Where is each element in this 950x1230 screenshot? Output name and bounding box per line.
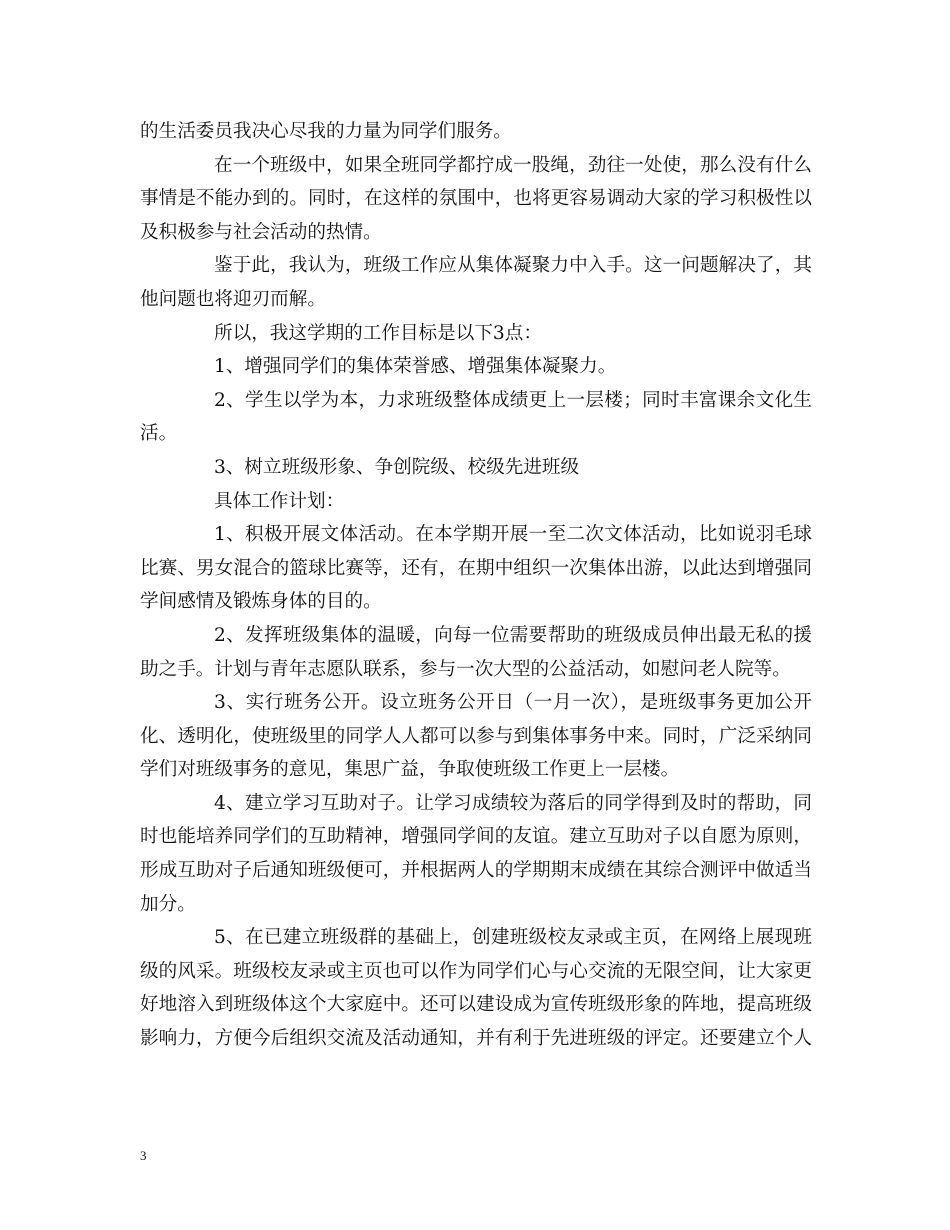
paragraph-13-line-3: 好地溶入到班级体这个大家庭中。还可以建设成为宣传班级形象的阵地，提高班级 bbox=[140, 994, 812, 1016]
paragraph-10-line-1: 2、发挥班级集体的温暖，向每一位需要帮助的班级成员伸出最无私的援 bbox=[214, 624, 812, 646]
paragraph-9-line-3: 学间感情及锻炼身体的目的。 bbox=[140, 591, 382, 613]
paragraph-10-line-2: 助之手。计划与青年志愿队联系，参与一次大型的公益活动，如慰问老人院等。 bbox=[140, 658, 791, 680]
body-text bbox=[140, 115, 812, 1056]
paragraph-13-line-4: 影响力，方便今后组织交流及活动通知，并有利于先进班级的评定。还要建立个人 bbox=[140, 1028, 812, 1050]
paragraph-3-line-2: 他问题也将迎刃而解。 bbox=[140, 288, 326, 310]
paragraph-1-line-1: 的生活委员我决心尽我的力量为同学们服务。 bbox=[140, 121, 512, 142]
paragraph-7-line-1: 3、树立班级形象、争创院级、校级先进班级 bbox=[214, 456, 580, 478]
paragraph-11-line-3: 学们对班级事务的意见，集思广益，争取使班级工作更上一层楼。 bbox=[140, 759, 680, 781]
paragraph-2-line-1: 在一个班级中，如果全班同学都拧成一股绳，劲往一处使，那么没有什么 bbox=[214, 154, 812, 176]
paragraph-13-line-1: 5、在已建立班级群的基础上，创建班级校友录或主页，在网络上展现班 bbox=[214, 927, 812, 949]
paragraph-2-line-3: 及积极参与社会活动的热情。 bbox=[140, 221, 382, 243]
paragraph-12-line-1: 4、建立学习互助对子。让学习成绩较为落后的同学得到及时的帮助，同 bbox=[214, 792, 812, 814]
paragraph-12-line-2: 时也能培养同学们的互助精神，增强同学间的友谊。建立互助对子以自愿为原则， bbox=[140, 826, 812, 848]
paragraph-12-line-4: 加分。 bbox=[140, 893, 196, 915]
paragraph-11-line-2: 化、透明化，使班级里的同学人人都可以参与到集体事务中来。同时，广泛采纳同 bbox=[140, 725, 812, 747]
paragraph-5-line-1: 1、增强同学们的集体荣誉感、增强集体凝聚力。 bbox=[214, 356, 617, 378]
paragraph-3-line-1: 鉴于此，我认为，班级工作应从集体凝聚力中入手。这一问题解决了，其 bbox=[214, 255, 812, 277]
paragraph-4-line-1: 所以，我这学期的工作目标是以下3点： bbox=[214, 322, 542, 344]
paragraph-8-line-1: 具体工作计划： bbox=[214, 490, 345, 512]
paragraph-9-line-2: 比赛、男女混合的篮球比赛等，还有，在期中组织一次集体出游，以此达到增强同 bbox=[140, 557, 812, 579]
paragraph-6-line-2: 活。 bbox=[140, 423, 178, 445]
paragraph-13-line-2: 级的风采。班级校友录或主页也可以作为同学们心与心交流的无限空间，让大家更 bbox=[140, 960, 812, 982]
page-number: 3 bbox=[140, 1148, 147, 1163]
paragraph-9-line-1: 1、积极开展文体活动。在本学期开展一至二次文体活动，比如说羽毛球 bbox=[214, 524, 812, 546]
paragraph-6-line-1: 2、学生以学为本，力求班级整体成绩更上一层楼；同时丰富课余文化生 bbox=[214, 389, 812, 411]
paragraph-2-line-2: 事情是不能办到的。同时，在这样的氛围中，也将更容易调动大家的学习积极性以 bbox=[140, 188, 812, 210]
paragraph-12-line-3: 形成互助对子后通知班级便可，并根据两人的学期期末成绩在其综合测评中做适当 bbox=[140, 860, 812, 882]
paragraph-11-line-1: 3、实行班务公开。设立班务公开日（一月一次），是班级事务更加公开 bbox=[214, 692, 812, 714]
